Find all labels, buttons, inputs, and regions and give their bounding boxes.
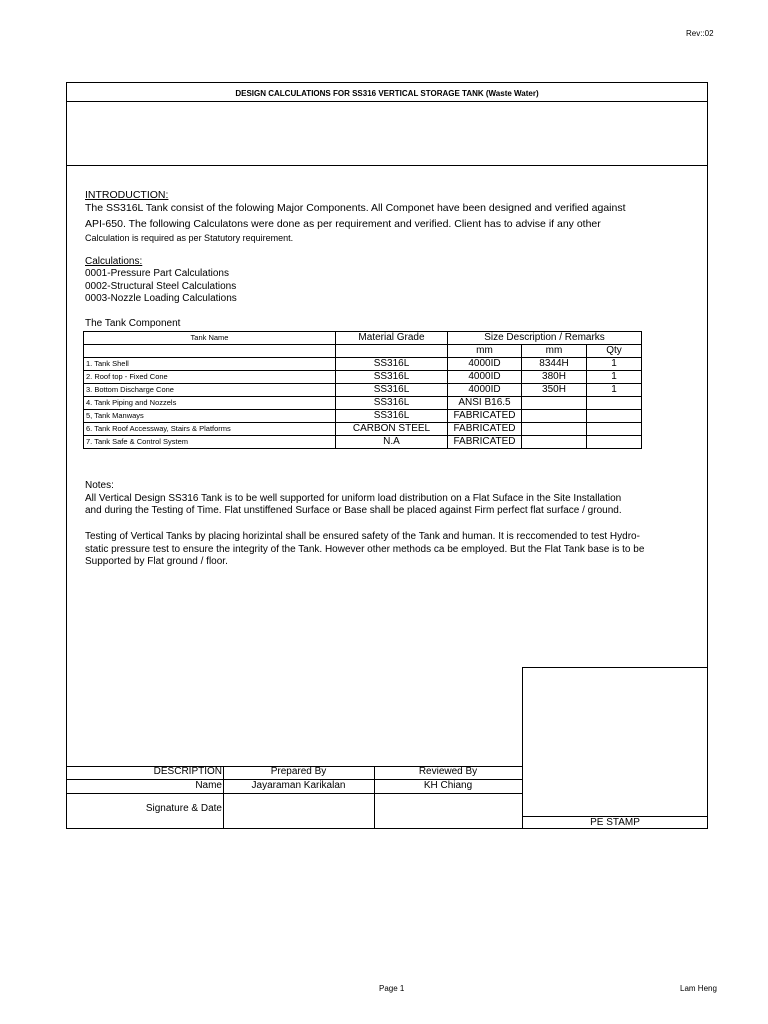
signoff-line [66,793,522,794]
preparer-name: Jayaraman Karikalan [251,780,346,791]
qty-cell: 1 [587,384,642,397]
table-row [84,384,642,397]
tank-name-cell: 3. Bottom Discharge Cone [84,384,336,397]
notes-line: Supported by Flat ground / floor. [85,556,228,567]
intro-line-2: API-650. The following Calculatons were done as per requirement and verified. Client has to advise if any other [85,218,601,230]
col-tank-name: Tank Name [84,332,336,345]
tank-name-cell: 4. Tank Piping and Nozzels [84,397,336,410]
qty-cell [587,410,642,423]
size2-cell [522,410,587,423]
size2-cell [522,436,587,449]
sub-mm-1: mm [448,345,522,358]
pe-stamp-box-top [522,667,708,668]
tank-name-cell: 2. Roof top - Fixed Cone [84,371,336,384]
qty-cell: 1 [587,358,642,371]
tank-component-heading: The Tank Component [85,318,181,329]
col-size-description: Size Description / Remarks [448,332,642,345]
calculation-item: 0002-Structural Steel Calculations [85,281,237,292]
signature-date-label: Signature & Date [145,803,222,814]
table-subheader-row [84,345,642,358]
tank-name-cell: 1. Tank Shell [84,358,336,371]
size-cell: FABRICATED [448,423,522,436]
tank-component-table [83,331,642,449]
size2-cell: 380H [522,371,587,384]
reviewed-by-label: Reviewed By [418,766,478,777]
material-cell: SS316L [336,384,448,397]
calculation-item: 0001-Pressure Part Calculations [85,268,229,279]
size-cell: 4000ID [448,371,522,384]
table-row [84,410,642,423]
pe-stamp-label: PE STAMP [590,817,640,828]
prepared-by-label: Prepared By [270,766,327,777]
col-material-grade: Material Grade [336,332,448,345]
sub-qty: Qty [587,345,642,358]
qty-cell: 1 [587,371,642,384]
size-cell: FABRICATED [448,410,522,423]
notes-line: All Vertical Design SS316 Tank is to be well supported for uniform load distribution on a Flat Suface in the Site Installation [85,493,622,504]
qty-cell [587,436,642,449]
notes-line: static pressure test to ensure the integrity of the Tank. However other methods ca be employed. But the Flat Tank base is to be [85,544,645,555]
intro-line-1: The SS316L Tank consist of the folowing Major Components. All Componet have been designed and verified against [85,202,626,214]
table-header-row [84,332,642,345]
table-row [84,371,642,384]
revision-label: Rev::02 [686,29,714,38]
calculation-item: 0003-Nozzle Loading Calculations [85,293,237,304]
calculations-heading: Calculations: [85,256,143,267]
name-label: Name [195,780,222,791]
table-row [84,397,642,410]
size2-cell [522,423,587,436]
notes-line: and during the Testing of Time. Flat unstiffened Surface or Base shall be placed against Firm perfect flat surface / ground. [85,505,622,516]
header-box-divider [66,165,708,166]
table-row [84,423,642,436]
size-cell: 4000ID [448,358,522,371]
qty-cell [587,423,642,436]
material-cell: N.A [336,436,448,449]
sub-mm-2: mm [522,345,587,358]
size-cell: 4000ID [448,384,522,397]
document-title: DESIGN CALCULATIONS FOR SS316 VERTICAL STORAGE TANK (Waste Water) [235,89,539,98]
material-cell: SS316L [336,371,448,384]
table-row [84,436,642,449]
reviewer-name: KH Chiang [423,780,473,791]
description-label: DESCRIPTION [153,766,222,777]
material-cell: SS316L [336,410,448,423]
qty-cell [587,397,642,410]
material-cell: SS316L [336,397,448,410]
material-cell: SS316L [336,358,448,371]
size2-cell: 8344H [522,358,587,371]
page-number: Page 1 [379,984,405,993]
table-row [84,358,642,371]
pe-stamp-box-left [522,667,523,829]
size-cell: ANSI B16.5 [448,397,522,410]
title-divider [66,101,708,102]
tank-name-cell: 5, Tank Manways [84,410,336,423]
size2-cell: 350H [522,384,587,397]
size2-cell [522,397,587,410]
tank-name-cell: 7. Tank Safe & Control System [84,436,336,449]
intro-line-3: Calculation is required as per Statutory requirement. [85,233,294,243]
notes-heading: Notes: [85,480,114,491]
size-cell: FABRICATED [448,436,522,449]
footer-author: Lam Heng [680,984,717,993]
notes-line: Testing of Vertical Tanks by placing horizintal shall be ensured safety of the Tank and human. It is reccomended to test Hydro- [85,531,640,542]
intro-heading: INTRODUCTION: [85,189,169,201]
tank-name-cell: 6. Tank Roof Accessway, Stairs & Platforms [84,423,336,436]
material-cell: CARBON STEEL [336,423,448,436]
